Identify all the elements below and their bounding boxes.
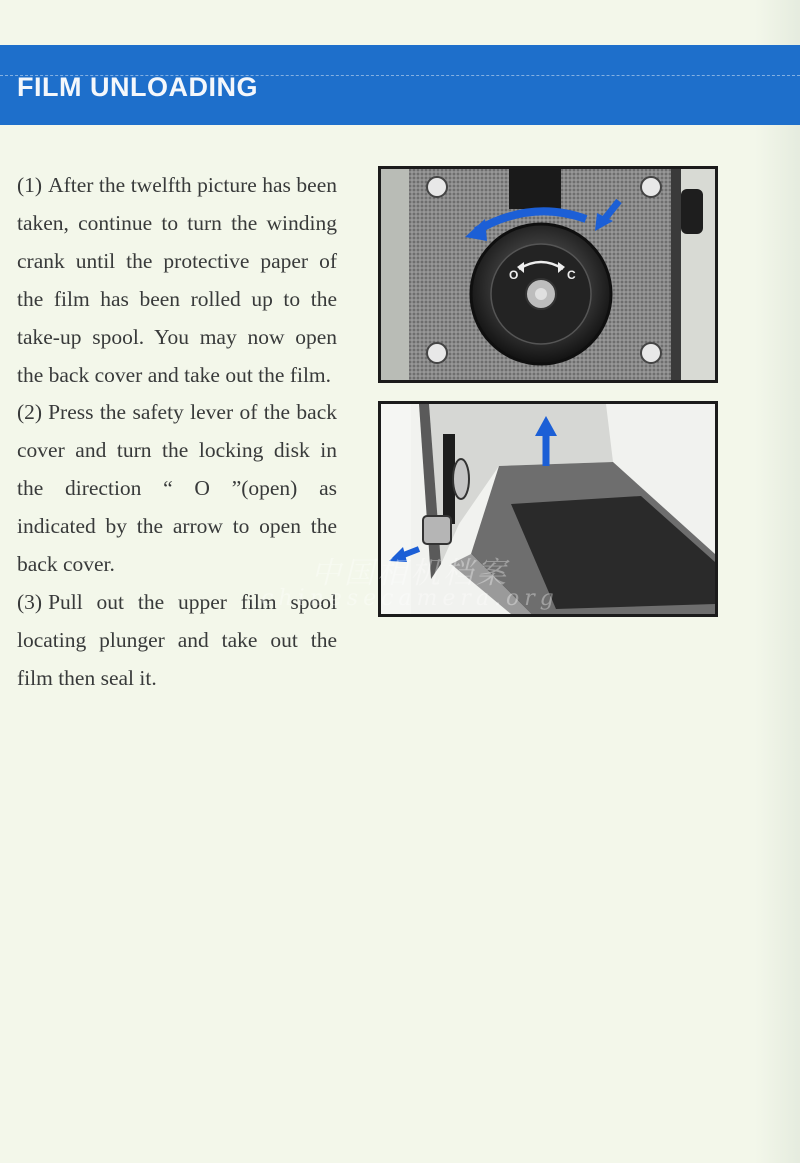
page-title: FILM UNLOADING bbox=[17, 72, 258, 102]
page-edge-shadow bbox=[755, 0, 800, 1163]
step-text: Press the safety lever of the back cover and turn the locking disk in the direction “ O ”(open) as indicated by the arrow to open the back cover. bbox=[17, 400, 337, 577]
step-1 bbox=[17, 167, 337, 394]
dial-close-label: C bbox=[567, 268, 576, 282]
photo-open-back-cover bbox=[378, 401, 718, 617]
instructions bbox=[17, 167, 337, 698]
watermark-cjk: 中国相机档案 bbox=[311, 556, 509, 591]
watermark-latin: chinesecamera.org bbox=[261, 586, 559, 611]
step-3 bbox=[17, 584, 337, 698]
step-number: (2) bbox=[17, 400, 43, 425]
step-2 bbox=[17, 394, 337, 584]
step-text: Pull out the upper film spool locating plunger and take out the film then seal it. bbox=[17, 589, 337, 690]
dial-open-label: O bbox=[509, 268, 519, 282]
step-number: (1) bbox=[17, 173, 43, 197]
step-text: After the twelfth picture has been taken, continue to turn the winding crank until the protective paper of the film has been rolled up to the take-up spool. You may now open the back cover and take out the film. bbox=[17, 173, 337, 387]
open-back-cover-illustration bbox=[381, 404, 715, 614]
photo-locking-disk bbox=[378, 166, 718, 383]
step-number: (3) bbox=[17, 589, 43, 614]
locking-disk-illustration bbox=[381, 169, 715, 380]
